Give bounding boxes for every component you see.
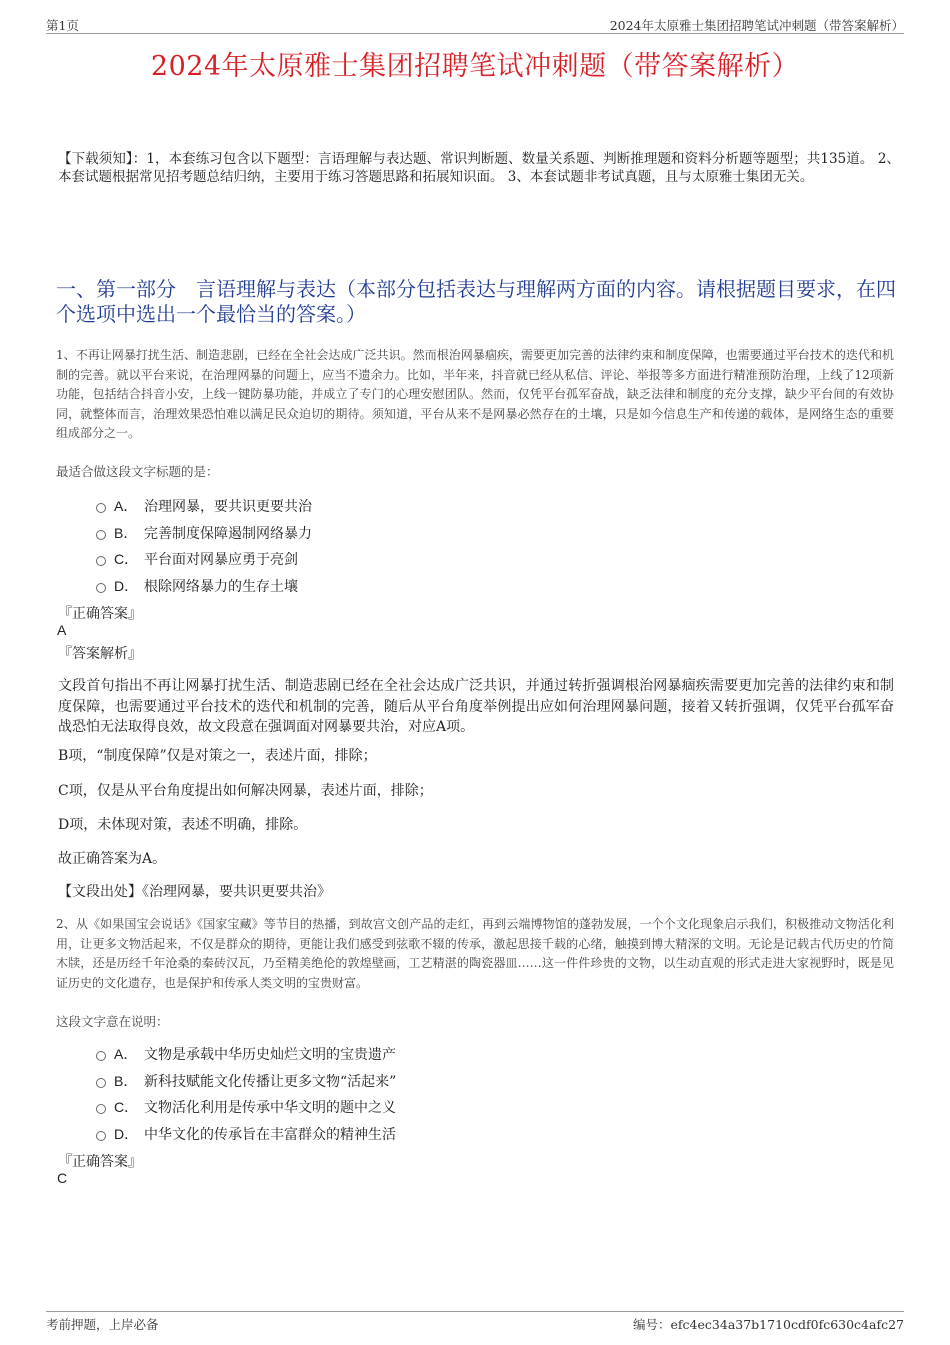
question-1-prompt: 最适合做这段文字标题的是： [56, 464, 219, 479]
footer-slogan: 考前押题，上岸必备 [46, 1317, 159, 1332]
option-text: 新科技赋能文化传播让更多文物“活起来” [144, 1073, 397, 1090]
option-letter: B． [114, 1072, 138, 1089]
question-2-passage: 2、从《如果国宝会说话》《国家宝藏》等节目的热播，到故宫文创产品的走红，再到云端博物馆的蓬勃发展，一个个文化现象启示我们，积极推动文物活化利用，让更多文物活起来，不仅是群众的期待，更能让我们感受到弦歌不辍的传承，激起思接千载的心绪，触摸到博大精深的文明。无论是记载古代历史的竹简木牍，还是历经千年沧桑的秦砖汉瓦，乃至精美绝伦的敦煌壁画，工艺精湛的陶瓷器皿……这一件件珍贵的文物，以生动直观的形式走进大家视野时，既是见证历史的文化遗存，也是保护和传承人类文明的宝贵财富。 [56, 917, 894, 990]
header-doc-title: 2024年太原雅士集团招聘笔试冲刺题（带答案解析） [609, 18, 904, 33]
option-text: 平台面对网暴应勇于亮剑 [144, 552, 298, 568]
question-2-answer-label: 『正确答案』 [58, 1154, 142, 1170]
download-notice: 【下载须知】：1，本套练习包含以下题型：言语理解与表达题、常识判断题、数量关系题、判断推理题和资料分析题等题型；共135道。 2、本套试题根据常见招考题总结归纳，主要用于练习答题思路和拓展知识面。 3、本套试题非考试真题，且与太原雅士集团无关。 [58, 151, 900, 185]
option-text: 中华文化的传承旨在丰富群众的精神生活 [144, 1126, 396, 1143]
radio-icon[interactable] [96, 1104, 106, 1114]
option-text: 根除网络暴力的生存土壤 [144, 578, 298, 595]
question-1-note-c: C项，仅是从平台角度提出如何解决网暴，表述片面，排除； [58, 783, 433, 799]
question-1-note-d: D项，未体现对策，表述不明确，排除。 [58, 817, 308, 833]
page-header [46, 15, 904, 34]
question-1-answer: A [57, 622, 67, 638]
question-2-answer: C [57, 1170, 68, 1186]
option-text: 完善制度保障遏制网络暴力 [144, 525, 312, 542]
option-letter: D． [114, 1125, 139, 1142]
option-letter: B． [114, 524, 138, 541]
radio-icon[interactable] [96, 530, 106, 540]
radio-icon[interactable] [96, 1051, 106, 1061]
option-text: 治理网暴，要共识更要共治 [144, 499, 312, 515]
option-letter: A． [114, 498, 138, 514]
option-letter: D． [114, 577, 139, 594]
question-1-analysis: 文段首句指出不再让网暴打扰生活、制造悲剧已经在全社会达成广泛共识，并通过转折强调根治网暴痼疾需要更加完善的法律约束和制度保障，也需要通过平台技术的迭代和机制的完善，随后从平台角度举例提出应如何治理网暴问题，接着又转折强调，仅凭平台孤军奋战恐怕无法取得良效，故文段意在强调面对网暴要共治，对应A项。 [58, 678, 894, 735]
option-text: 文物是承载中华历史灿烂文明的宝贵遗产 [144, 1047, 396, 1063]
question-2-prompt: 这段文字意在说明： [56, 1014, 169, 1029]
footer-serial: 编号：efc4ec34a37b1710cdf0fc630c4afc27 [633, 1317, 904, 1332]
document-title: 2024年太原雅士集团招聘笔试冲刺题（带答案解析） [150, 51, 800, 82]
page-footer [46, 1311, 904, 1332]
option-letter: C． [114, 1099, 139, 1115]
question-1-passage: 1、不再让网暴打扰生活、制造悲剧，已经在全社会达成广泛共识。然而根治网暴痼疾，需要更加完善的法律约束和制度保障，也需要通过平台技术的迭代和机制的完善。就以平台来说，在治理网暴的问题上，应当不遗余力。比如，半年来，抖音就已经从私信、评论、举报等多方面进行精准预防治理，上线了12项新功能，包括结合抖音小安，上线一键防暴功能，并成立了专门的心理安慰团队。然而，仅凭平台孤军奋战，缺乏法律和制度的充分支撑，缺少平台间的有效协同，就整体而言，治理效果恐怕难以满足民众迫切的期待。须知道，平台从来不是网暴必然存在的土壤，只是如今信息生产和传递的载体，是网络生态的重要组成部分之一。 [56, 348, 894, 441]
question-1-answer-label: 『正确答案』 [58, 606, 142, 622]
section-heading: 一、第一部分 言语理解与表达（本部分包括表达与理解两方面的内容。请根据题目要求，在四个选项中选出一个最恰当的答案。） [56, 277, 896, 326]
question-1-analysis-label: 『答案解析』 [58, 646, 142, 662]
question-1-conclusion: 故正确答案为A。 [58, 851, 167, 867]
question-1-source: 【文段出处】《治理网暴，要共识更要共治》 [58, 884, 331, 900]
radio-icon[interactable] [96, 1078, 106, 1088]
question-1-note-b: B项，“制度保障”仅是对策之一，表述片面，排除； [58, 748, 377, 764]
option-text: 文物活化利用是传承中华文明的题中之义 [144, 1100, 396, 1116]
radio-icon[interactable] [96, 556, 106, 566]
option-letter: C． [114, 551, 139, 567]
radio-icon[interactable] [96, 1131, 106, 1141]
radio-icon[interactable] [96, 503, 106, 513]
header-page-number: 第1页 [46, 18, 79, 33]
option-letter: A． [114, 1046, 138, 1062]
radio-icon[interactable] [96, 583, 106, 593]
